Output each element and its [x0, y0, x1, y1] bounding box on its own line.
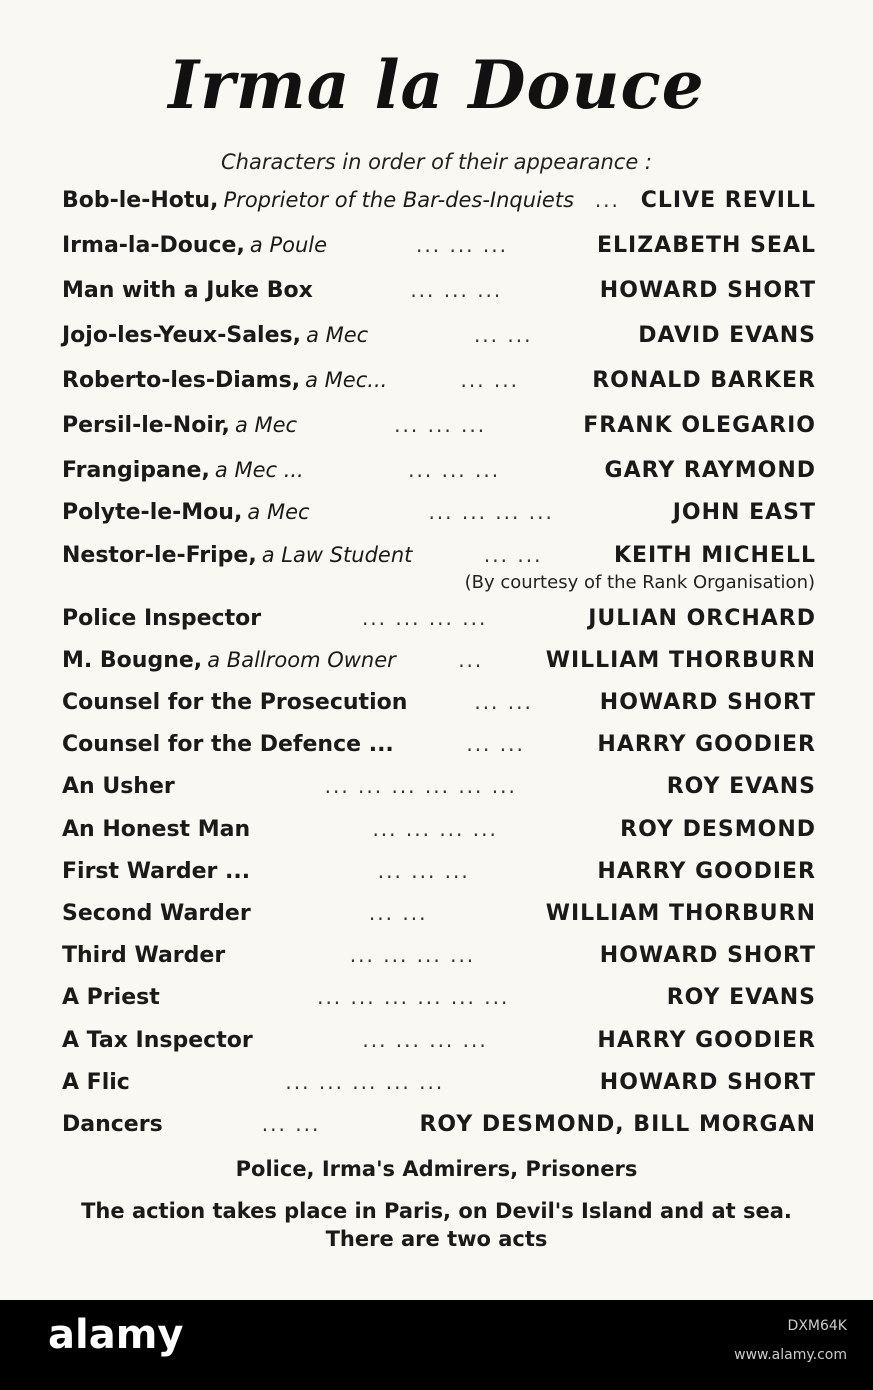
leader-dots: ... ... ... — [377, 859, 470, 883]
leader-dots: ... ... ... — [408, 458, 501, 482]
courtesy-note: (By courtesy of the Rank Organisation) — [464, 572, 815, 593]
cast-row — [62, 859, 816, 889]
actor-name: HOWARD SHORT — [599, 943, 816, 968]
cast-row — [62, 1112, 816, 1142]
character-name: An Honest Man — [62, 817, 251, 842]
actor-name: WILLIAM THORBURN — [545, 648, 816, 673]
cast-row — [62, 368, 816, 398]
actor-name: ROY EVANS — [666, 774, 816, 799]
cast-row — [62, 774, 816, 804]
leader-dots: ... ... ... — [410, 278, 503, 302]
character-name: Dancers — [62, 1112, 163, 1137]
actor-name: HARRY GOODIER — [597, 1028, 816, 1053]
cast-row — [62, 606, 816, 636]
actor-name: HOWARD SHORT — [599, 278, 816, 303]
actor-name: HOWARD SHORT — [599, 690, 816, 715]
actor-name: ROY EVANS — [666, 985, 816, 1010]
leader-dots: ... — [458, 648, 484, 672]
leader-dots: ... ... ... ... ... ... — [317, 985, 510, 1009]
character-name: Third Warder — [62, 943, 226, 968]
character-description: a Mec... — [305, 368, 388, 392]
leader-dots: ... ... — [473, 323, 533, 347]
character-name: Persil-le-Noir, — [62, 413, 230, 438]
character-name: A Tax Inspector — [62, 1028, 253, 1053]
character-name: Bob-le-Hotu, — [62, 188, 219, 213]
character-description: a Law Student — [261, 543, 413, 567]
actor-name: ELIZABETH SEAL — [596, 233, 816, 258]
character-name: Second Warder — [62, 901, 251, 926]
leader-dots: ... ... — [261, 1112, 321, 1136]
actor-name: HOWARD SHORT — [599, 1070, 816, 1095]
cast-row — [62, 413, 816, 443]
character-name: Police Inspector — [62, 606, 262, 631]
character-description: a Mec — [247, 500, 310, 524]
character-name: Frangipane, — [62, 458, 210, 483]
actor-name: ROY DESMOND, BILL MORGAN — [419, 1112, 816, 1137]
character-description: a Mec ... — [214, 458, 304, 482]
play-title: Irma la Douce — [168, 46, 705, 124]
leader-dots: ... ... ... — [394, 413, 487, 437]
cast-row — [62, 732, 816, 762]
character-name: Polyte-le-Mou, — [62, 500, 243, 525]
site-url: www.alamy.com — [734, 1347, 847, 1363]
leader-dots: ... ... — [483, 543, 543, 567]
character-description: Proprietor of the Bar-des-Inquiets — [223, 188, 575, 212]
leader-dots: ... ... — [474, 690, 533, 714]
cast-row — [62, 943, 816, 973]
character-name: First Warder ... — [62, 859, 251, 884]
leader-dots: ... ... ... ... — [349, 943, 476, 967]
character-name: Counsel for the Prosecution — [62, 690, 408, 715]
character-name: Man with a Juke Box — [62, 278, 313, 303]
leader-dots: ... ... ... ... ... — [285, 1070, 445, 1094]
cast-row — [62, 817, 816, 847]
leader-dots: ... ... ... — [416, 233, 508, 257]
acts-line: There are two acts — [325, 1227, 548, 1251]
character-description: a Poule — [249, 233, 328, 257]
cast-row — [62, 690, 816, 720]
cast-row — [62, 901, 816, 931]
cast-row — [62, 648, 816, 678]
character-name: Roberto-les-Diams, — [62, 368, 301, 393]
character-name: Counsel for the Defence ... — [62, 732, 394, 757]
actor-name: HARRY GOODIER — [597, 732, 816, 757]
cast-subtitle: Characters in order of their appearance : — [220, 150, 653, 174]
character-name: A Flic — [62, 1070, 130, 1095]
cast-row — [62, 500, 816, 530]
actor-name: DAVID EVANS — [638, 323, 816, 348]
character-name: An Usher — [62, 774, 175, 799]
extras-line: Police, Irma's Admirers, Prisoners — [235, 1157, 638, 1181]
leader-dots: ... ... ... ... ... ... — [324, 774, 517, 798]
character-name: Nestor-le-Fripe, — [62, 543, 257, 568]
actor-name: WILLIAM THORBURN — [545, 901, 816, 926]
character-description: a Mec — [234, 413, 298, 437]
actor-name: CLIVE REVILL — [640, 188, 816, 213]
actor-name: JOHN EAST — [672, 500, 816, 525]
actor-name: HARRY GOODIER — [597, 859, 816, 884]
cast-row — [62, 323, 816, 353]
cast-row — [62, 458, 816, 488]
leader-dots: ... ... ... ... — [361, 606, 488, 630]
actor-name: JULIAN ORCHARD — [588, 606, 816, 631]
leader-dots: ... ... — [368, 901, 428, 925]
actor-name: RONALD BARKER — [592, 368, 816, 393]
cast-row — [62, 1070, 816, 1100]
character-description: a Mec — [306, 323, 369, 347]
character-description: a Ballroom Owner — [207, 648, 396, 672]
character-name: A Priest — [62, 985, 160, 1010]
actor-name: KEITH MICHELL — [613, 543, 816, 568]
cast-row — [62, 188, 816, 218]
actor-name: GARY RAYMOND — [604, 458, 816, 483]
cast-row — [62, 278, 816, 308]
character-name: M. Bougne, — [62, 648, 203, 673]
character-name: Irma-la-Douce, — [62, 233, 245, 258]
leader-dots: ... ... ... ... — [362, 1028, 488, 1052]
leader-dots: ... ... ... ... — [372, 817, 498, 841]
cast-row — [62, 233, 816, 263]
actor-name: ROY DESMOND — [620, 817, 816, 842]
leader-dots: ... ... — [466, 732, 525, 756]
alamy-logo: alamy — [48, 1312, 184, 1358]
actor-name: FRANK OLEGARIO — [583, 413, 816, 438]
image-id: DXM64K — [787, 1318, 847, 1334]
leader-dots: ... ... ... ... — [428, 500, 554, 524]
cast-row — [62, 985, 816, 1015]
cast-row — [62, 1028, 816, 1058]
cast-row — [62, 543, 816, 573]
leader-dots: ... ... — [460, 368, 520, 392]
leader-dots: ... — [594, 188, 620, 212]
character-name: Jojo-les-Yeux-Sales, — [62, 323, 301, 348]
setting-line: The action takes place in Paris, on Devil's Island and at sea. — [81, 1199, 792, 1223]
